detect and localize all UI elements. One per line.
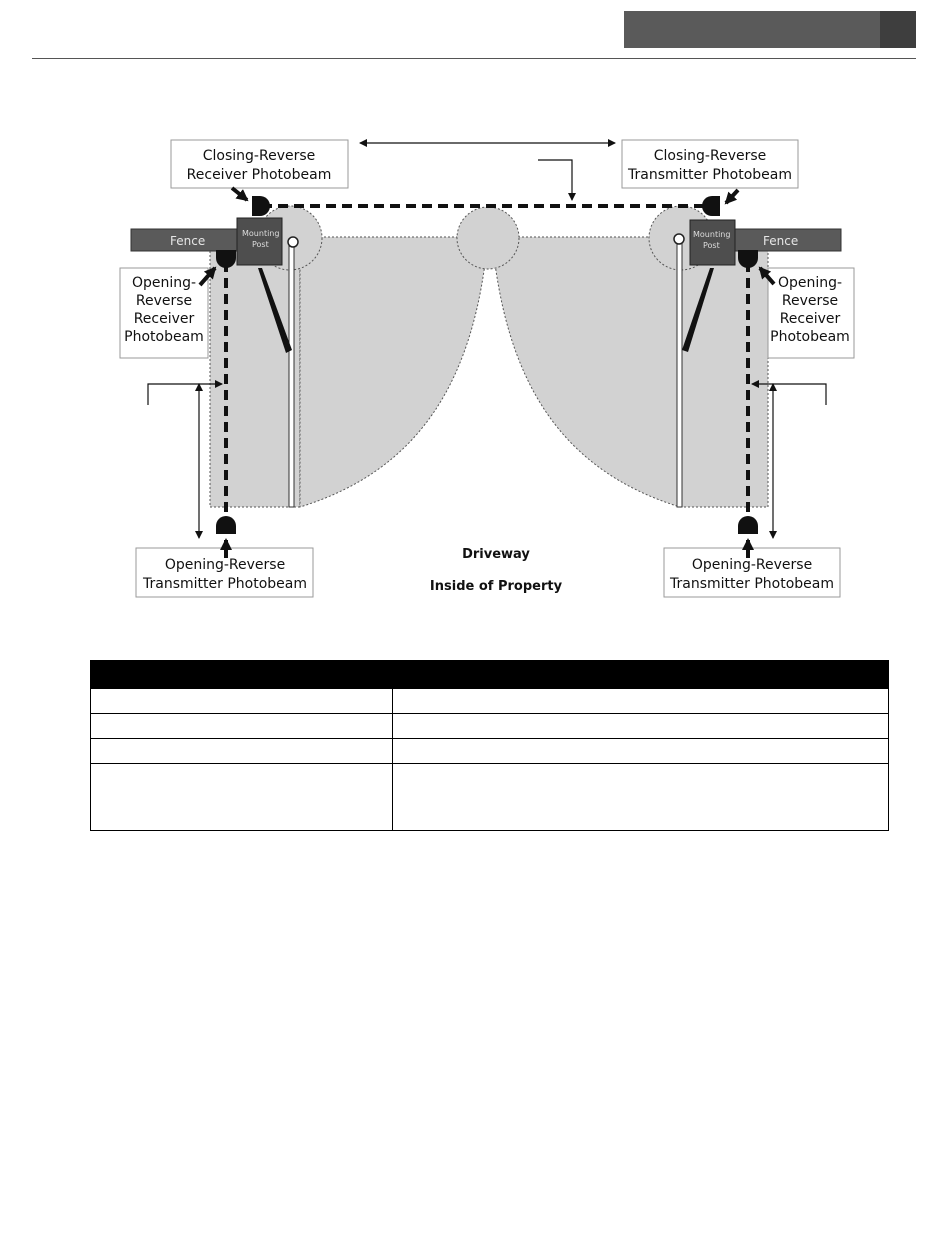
table-header-row [91, 661, 889, 689]
label-closing-receiver [171, 140, 348, 188]
table-cell [393, 739, 889, 764]
inside-property-label: Inside of Property [429, 579, 563, 594]
closing-transmitter-device [702, 196, 720, 216]
gate-leaf-right [677, 242, 682, 507]
svg-text:Reverse: Reverse [135, 293, 193, 309]
table-cell [91, 714, 393, 739]
svg-text:Receiver: Receiver [133, 311, 195, 327]
table-header-cell [393, 661, 889, 689]
hinge-right [674, 234, 684, 244]
label-closing-transmitter [622, 140, 798, 188]
opening-transmitter-right-device [738, 516, 758, 534]
driveway-label: Driveway [462, 547, 530, 562]
pointer-closing-receiver [232, 188, 247, 200]
svg-text:Opening-Reverse: Opening-Reverse [691, 557, 813, 573]
post-left-line2: Post [252, 240, 269, 249]
info-table [90, 660, 889, 831]
table-cell [393, 764, 889, 831]
svg-text:Closing-Reverse: Closing-Reverse [202, 148, 316, 164]
table-row [91, 714, 889, 739]
opening-transmitter-left-device [216, 516, 236, 534]
table-cell [393, 689, 889, 714]
svg-text:Receiver: Receiver [779, 311, 841, 327]
label-opening-receiver-left [120, 268, 208, 358]
fence-left-label: Fence [170, 234, 206, 248]
svg-text:Receiver Photobeam: Receiver Photobeam [186, 167, 332, 183]
table-header-cell [91, 661, 393, 689]
svg-text:Opening-: Opening- [131, 275, 197, 291]
svg-text:Reverse: Reverse [781, 293, 839, 309]
table-cell [91, 689, 393, 714]
svg-text:Opening-: Opening- [777, 275, 843, 291]
label-opening-transmitter-right [664, 548, 840, 597]
svg-text:Transmitter Photobeam: Transmitter Photobeam [143, 576, 307, 592]
svg-text:Closing-Reverse: Closing-Reverse [653, 148, 767, 164]
table-row [91, 764, 889, 831]
post-right-line1: Mounting [693, 230, 731, 239]
post-right-line2: Post [703, 241, 720, 250]
leader-closing-beam [538, 160, 572, 200]
svg-text:Transmitter Photobeam: Transmitter Photobeam [628, 167, 792, 183]
svg-text:Photobeam: Photobeam [124, 329, 204, 345]
table-row [91, 689, 889, 714]
svg-text:Opening-Reverse: Opening-Reverse [164, 557, 286, 573]
table-row [91, 739, 889, 764]
gate-leaf-left [289, 242, 294, 507]
closing-receiver-device [252, 196, 270, 216]
table-cell [91, 739, 393, 764]
pointer-closing-transmitter [726, 190, 738, 203]
table-cell [393, 714, 889, 739]
fence-right-label: Fence [763, 234, 799, 248]
svg-text:Photobeam: Photobeam [770, 329, 850, 345]
svg-text:Transmitter Photobeam: Transmitter Photobeam [670, 576, 834, 592]
label-opening-receiver-right [768, 268, 854, 358]
post-left-line1: Mounting [242, 229, 280, 238]
table-cell [91, 764, 393, 831]
center-zone [457, 207, 519, 269]
hinge-left [288, 237, 298, 247]
